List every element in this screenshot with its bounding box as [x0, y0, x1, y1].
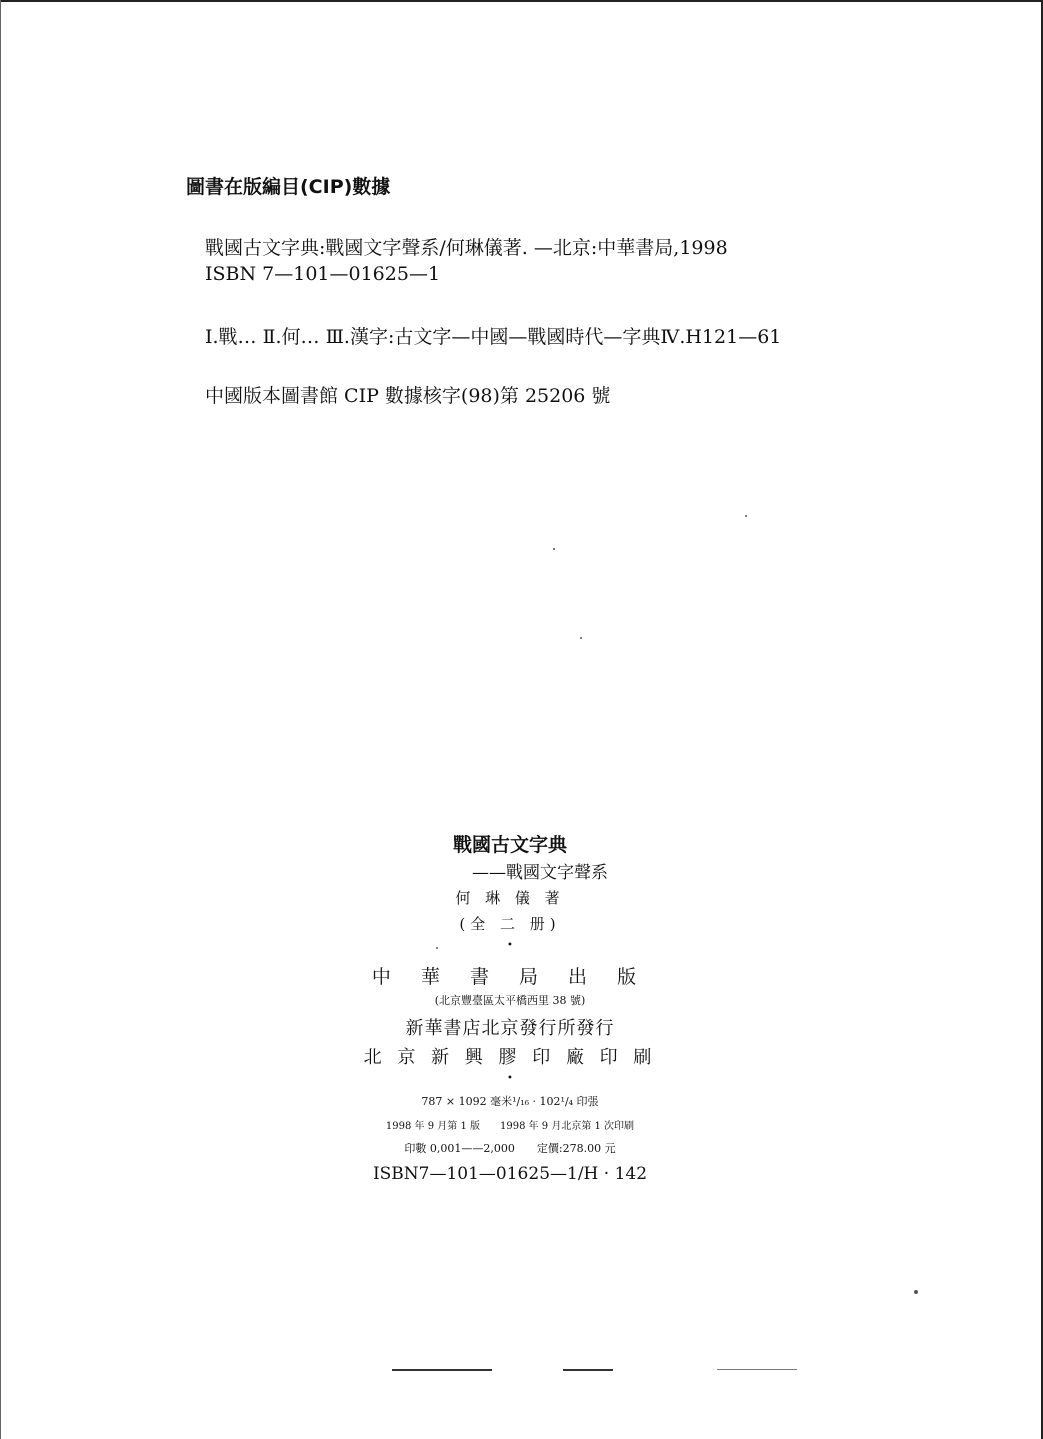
- scan-speck: [436, 947, 438, 949]
- print-run-and-price: 印數 0,001——2,000 定價:278.00 元: [404, 1142, 616, 1155]
- page-border-top: [0, 0, 1043, 2]
- cip-title-line: 戰國古文字典:戰國文字聲系/何琳儀著. —北京:中華書局,1998: [205, 237, 728, 259]
- printer: 北 京 新 興 膠 印 廠 印 刷: [363, 1047, 657, 1068]
- scan-speck: [580, 637, 582, 639]
- scan-speck: [745, 515, 747, 517]
- scan-speck: [914, 1290, 918, 1294]
- book-author: 何 琳 儀 著: [455, 889, 565, 907]
- page-format: 787 × 1092 毫米¹/₁₆ · 102¹/₄ 印張: [421, 1095, 599, 1108]
- scan-rule: [563, 1369, 613, 1371]
- separator-dot: •: [507, 940, 513, 951]
- publisher: 中 華 書 局 出 版: [371, 966, 649, 988]
- distributor: 新華書店北京發行所發行: [405, 1018, 615, 1039]
- book-title: 戰國古文字典: [452, 834, 567, 856]
- book-subtitle: ——戰國文字聲系: [472, 863, 608, 883]
- scan-rule: [717, 1369, 797, 1370]
- publisher-address: (北京豐臺區太平橋西里 38 號): [434, 994, 586, 1007]
- scan-rule: [392, 1369, 492, 1371]
- cip-subject-line: Ⅰ.戰… Ⅱ.何… Ⅲ.漢字:古文字—中國—戰國時代—字典Ⅳ.H121—61: [205, 326, 782, 348]
- cip-heading: 圖書在版編目(CIP)數據: [186, 176, 391, 198]
- separator-dot-2: •: [507, 1073, 513, 1084]
- edition-info: 1998 年 9 月第 1 版 1998 年 9 月北京第 1 次印刷: [385, 1121, 635, 1132]
- cip-record-number: 中國版本圖書館 CIP 數據核字(98)第 25206 號: [205, 385, 611, 407]
- colophon-isbn: ISBN7—101—01625—1/H · 142: [372, 1164, 648, 1184]
- volume-count: (全 二 册): [459, 915, 561, 933]
- cip-isbn-line: ISBN 7—101—01625—1: [205, 263, 441, 285]
- scan-speck: [553, 548, 555, 550]
- page-border-left: [0, 0, 1, 1439]
